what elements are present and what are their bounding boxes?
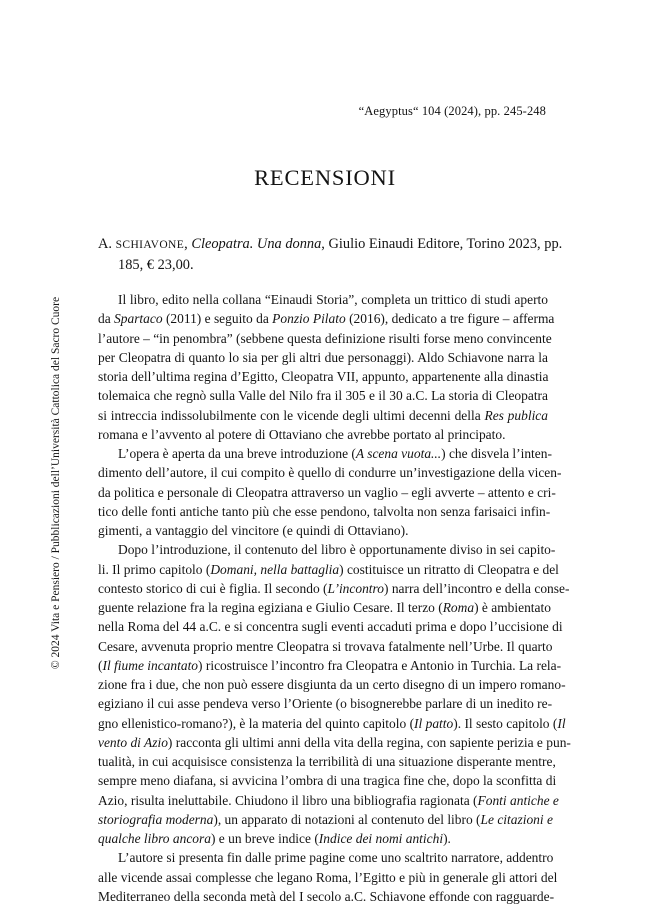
text-line: gno ellenistico-romano?), è la materia del quinto capitolo (Il patto). Il sesto capitolo (Il: [98, 715, 566, 731]
citation-author-initial: A.: [98, 236, 116, 252]
text-line: romana e l’avvento al potere di Ottaviano che avrebbe portato al principato.: [98, 426, 506, 442]
text-line: tualità, in cui acquisisce consistenza la terribilità di una situazione disperante mentre,: [98, 754, 556, 769]
review-body: [98, 290, 571, 906]
citation-publisher-details: , Giulio Einaudi Editore, Torino 2023, pp. 185, € 23,00.: [118, 236, 563, 273]
text-line: vento di Azio) racconta gli ultimi anni della vita della regina, con sapiente perizia e pun-: [98, 734, 571, 750]
text-line: tolemaica che regnò sulla Valle del Nilo fra il 305 e il 30 a.C. La storia di Cleopatra: [98, 388, 548, 404]
section-title: RECENSIONI: [254, 165, 396, 190]
text-line: (Il fiume incantato) ricostruisce l’incontro fra Cleopatra e Antonio in Turchia. La rela-: [98, 657, 562, 673]
text-line: gimenti, a vantaggio del vincitore (e quindi di Ottaviano).: [98, 523, 409, 538]
text-line: alle vicende assai complesse che legano Roma, l’Egitto e più in generale gli attori del: [98, 869, 558, 885]
text-line: per Cleopatra di quanto lo sia per gli altri due personaggi). Aldo Schiavone narra la: [98, 349, 548, 365]
text-line: sempre meno diafana, si avvicina l’ombra di una tragica fine che, dopo la sconfitta di: [98, 773, 557, 789]
text-line: contesto storico di cui è figlia. Il secondo (L’incontro) narra dell’incontro e della conse-: [98, 580, 570, 596]
text-line: Cesare, avvenuta proprio mentre Cleopatra si trovava fatalmente nell’Urbe. Il quarto: [98, 638, 553, 654]
text-line: storia dell’ultima regina d’Egitto, Cleopatra VII, appunto, appartenente alla dinastia: [98, 369, 549, 384]
citation-separator: ,: [184, 236, 192, 252]
text-line: l’autore – “in penombra” (sebbene questa definizione risulti forse meno convincente: [98, 330, 552, 346]
text-line: egiziano il cui asse pendeva verso l’Oriente (o bisognerebbe parlare di un inedito re-: [98, 696, 553, 712]
text-line: zione fra i due, che non può essere disgiunta da un certo disegno di un impero romano-: [98, 677, 566, 692]
text-line: Dopo l’introduzione, il contenuto del libro è opportunamente diviso in sei capito-: [118, 542, 556, 558]
text-line: da Spartaco (2011) e seguito da Ponzio Pilato (2016), dedicato a tre figure – afferma: [98, 311, 555, 327]
text-line: si intreccia indissolubilmente con le vicende degli ultimi decenni della Res publica: [98, 407, 548, 423]
text-line: tico delle fonti antiche tanto più che esse pendono, talvolta non senza farisaici infin-: [98, 503, 551, 519]
text-line: Azio, risulta ineluttabile. Chiudono il libro una bibliografia ragionata (Fonti antiche e: [98, 792, 559, 808]
text-line: storiografia moderna), un apparato di notazioni al contenuto del libro (Le citazioni e: [98, 811, 553, 827]
text-line: Il libro, edito nella collana “Einaudi Storia”, completa un trittico di studi aperto: [118, 292, 548, 307]
citation-book-title: Cleopatra. Una donna: [191, 236, 322, 252]
text-line: L’opera è aperta da una breve introduzione (A scena vuota...) che disvela l’inten-: [118, 446, 552, 461]
text-line: qualche libro ancora) e un breve indice (Indice dei nomi antichi).: [98, 831, 451, 846]
running-head: “Aegyptus“ 104 (2024), pp. 245-248: [358, 104, 546, 118]
book-citation: [98, 234, 568, 275]
text-line: Mediterraneo della seconda metà del I secolo a.C. Schiavone effonde con ragguarde-: [98, 888, 555, 904]
text-line: dimento dell’autore, il cui compito è quello di condurre un’investigazione della vicen-: [98, 465, 562, 481]
text-line: guente relazione fra la regina egiziana e Giulio Cesare. Il terzo (Roma) è ambientato: [98, 600, 551, 615]
text-line: da politica e personale di Cleopatra attraverso un vaglio – egli avverte – attento e cri-: [98, 484, 556, 500]
text-line: L’autore si presenta fin dalle prime pagine come uno scaltrito narratore, addentro: [118, 850, 554, 866]
citation-author-surname: SCHIAVONE: [115, 239, 185, 251]
text-line: li. Il primo capitolo (Domani, nella battaglia) costituisce un ritratto di Cleopatra e del: [98, 561, 559, 577]
text-line: nella Roma del 44 a.C. e si concentra sugli eventi accaduti prima e dopo l’uccisione di: [98, 619, 563, 635]
copyright-notice: © 2024 Vita e Pensiero / Pubblicazioni dell’Università Cattolica del Sacro Cuore: [50, 296, 62, 670]
